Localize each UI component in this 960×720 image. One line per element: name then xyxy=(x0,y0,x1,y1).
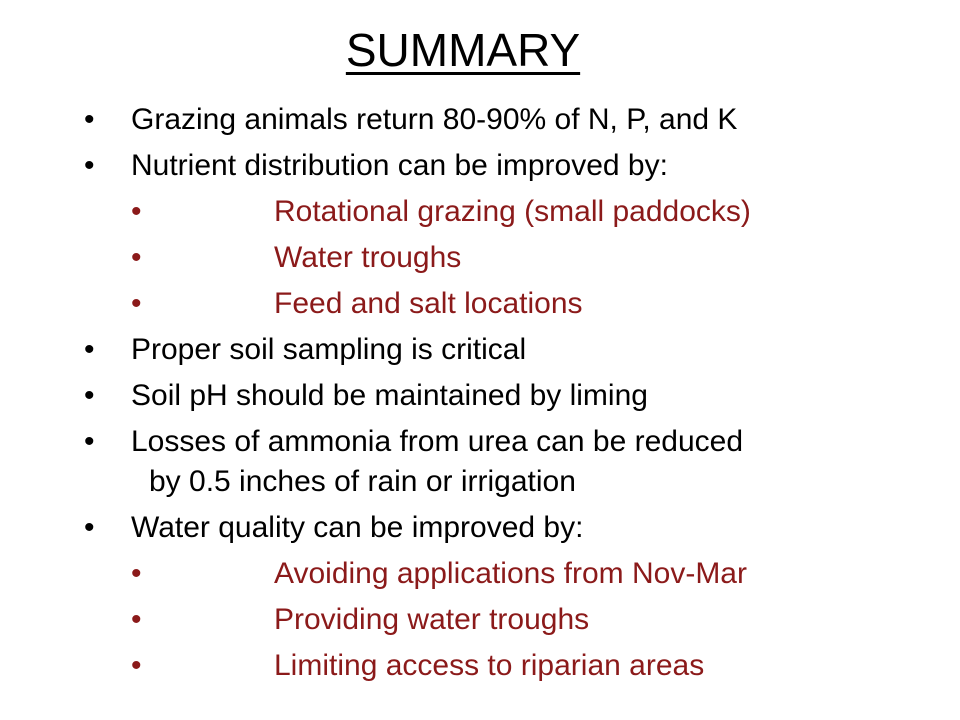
bullet-text: Water quality can be improved by: xyxy=(131,511,584,544)
bullet-icon: • xyxy=(131,287,142,320)
bullet-text: Soil pH should be maintained by liming xyxy=(131,379,648,412)
bullet-icon: • xyxy=(84,149,95,182)
sub-bullet-text: Limiting access to riparian areas xyxy=(274,649,705,682)
bullet-icon: • xyxy=(84,511,95,544)
bullet-icon: • xyxy=(131,241,142,274)
bullet-icon: • xyxy=(84,425,95,458)
sub-bullet-text: Water troughs xyxy=(274,241,462,274)
bullet-icon: • xyxy=(131,649,142,682)
bullet-text: Losses of ammonia from urea can be reduced xyxy=(131,425,743,458)
bullet-icon: • xyxy=(84,379,95,412)
sub-bullet-text: Providing water troughs xyxy=(274,603,590,636)
sub-bullet-text: Feed and salt locations xyxy=(274,287,583,320)
bullet-icon: • xyxy=(84,333,95,366)
bullet-icon: • xyxy=(131,557,142,590)
continuation-text: by 0.5 inches of rain or irrigation xyxy=(149,465,576,498)
sub-bullet-text: Avoiding applications from Nov-Mar xyxy=(274,557,747,590)
bullet-text: Grazing animals return 80-90% of N, P, and K xyxy=(131,103,738,136)
bullet-icon: • xyxy=(131,603,142,636)
slide-title: SUMMARY xyxy=(345,24,581,76)
bullet-icon: • xyxy=(84,103,95,136)
bullet-text: Nutrient distribution can be improved by: xyxy=(131,149,668,182)
bullet-text: Proper soil sampling is critical xyxy=(131,333,527,366)
sub-bullet-text: Rotational grazing (small paddocks) xyxy=(274,195,751,228)
bullet-icon: • xyxy=(131,195,142,228)
